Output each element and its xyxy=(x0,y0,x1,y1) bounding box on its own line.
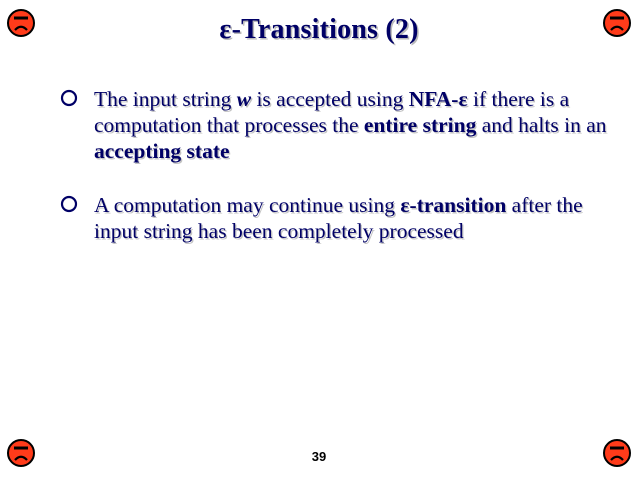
bullet-item xyxy=(60,86,620,164)
emphasis-w: w xyxy=(236,87,252,111)
hollow-circle-bullet-icon xyxy=(60,195,78,213)
text-run: is accepted using xyxy=(251,87,409,111)
text-run: The input string xyxy=(94,87,237,111)
emphasis-epsilon-transition: ε-transition xyxy=(400,193,507,217)
bullet-item xyxy=(60,192,620,244)
bullet-text xyxy=(94,193,583,243)
bullet-text xyxy=(94,87,607,163)
text-run: after the input string has been completely processed xyxy=(94,193,583,243)
text-run: A computation may continue using xyxy=(94,193,401,217)
text-run: if there is a computation that processes the xyxy=(94,87,570,137)
page-number: 39 xyxy=(311,449,327,464)
hollow-circle-bullet-icon xyxy=(60,89,78,107)
emphasis-entire-string: entire string xyxy=(363,113,477,137)
slide-title: ε-Transitions (2) xyxy=(219,14,419,45)
emphasis-nfa-epsilon: NFA-ε xyxy=(408,87,468,111)
text-run: and halts in an xyxy=(476,113,607,137)
emphasis-accepting-state: accepting state xyxy=(94,139,230,163)
bullet-list xyxy=(60,86,620,272)
